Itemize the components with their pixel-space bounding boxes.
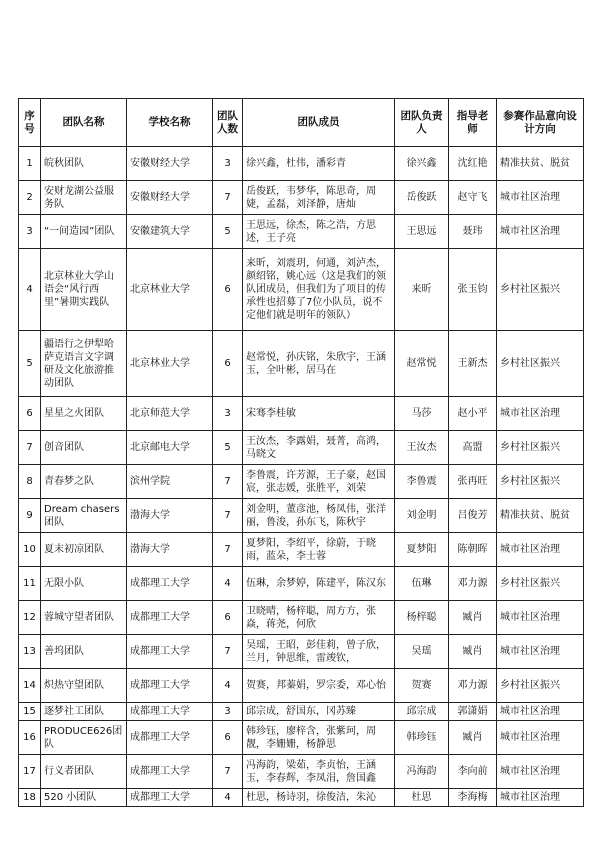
header-leader: 团队负责人 [395, 99, 449, 147]
cell-school: 渤海大学 [127, 499, 213, 533]
cell-count: 3 [213, 147, 243, 181]
cell-team: 夏末初凉团队 [41, 533, 127, 567]
cell-advisor: 李海梅 [449, 789, 497, 807]
cell-count: 3 [213, 397, 243, 431]
cell-advisor: 张再旺 [449, 465, 497, 499]
cell-advisor: 赵守飞 [449, 181, 497, 215]
cell-leader: 王思远 [395, 215, 449, 249]
cell-team: 520 小团队 [41, 789, 127, 807]
cell-school: 成都理工大学 [127, 567, 213, 601]
table-row [19, 567, 584, 601]
cell-team: PRODUCE626团队 [41, 721, 127, 755]
cell-advisor: 邓力源 [449, 567, 497, 601]
header-no: 序号 [19, 99, 41, 147]
cell-team: 疆语行之伊犁哈萨克语言文字调研及文化旅游推动团队 [41, 331, 127, 397]
cell-direction: 乡村社区振兴 [497, 249, 584, 331]
cell-leader: 来昕 [395, 249, 449, 331]
cell-no: 11 [19, 567, 41, 601]
cell-team: 安财龙湖公益服务队 [41, 181, 127, 215]
cell-leader: 王汝杰 [395, 431, 449, 465]
cell-count: 7 [213, 635, 243, 669]
cell-direction: 精准扶贫、脱贫 [497, 147, 584, 181]
cell-leader: 马莎 [395, 397, 449, 431]
table-row [19, 635, 584, 669]
cell-count: 4 [213, 669, 243, 703]
cell-school: 北京师范大学 [127, 397, 213, 431]
team-table [18, 98, 584, 807]
cell-school: 成都理工大学 [127, 635, 213, 669]
cell-advisor: 张玉钧 [449, 249, 497, 331]
table-header-row [19, 99, 584, 147]
cell-direction: 乡村社区振兴 [497, 465, 584, 499]
cell-direction: 城市社区治理 [497, 397, 584, 431]
cell-advisor: 臧肖 [449, 721, 497, 755]
table-row [19, 721, 584, 755]
cell-no: 16 [19, 721, 41, 755]
cell-team: 皖秋团队 [41, 147, 127, 181]
cell-direction: 城市社区治理 [497, 635, 584, 669]
cell-no: 7 [19, 431, 41, 465]
cell-direction: 城市社区治理 [497, 755, 584, 789]
cell-no: 17 [19, 755, 41, 789]
cell-team: 行义者团队 [41, 755, 127, 789]
cell-leader: 伍琳 [395, 567, 449, 601]
cell-direction: 乡村社区振兴 [497, 431, 584, 465]
cell-advisor: 郭潇娟 [449, 703, 497, 721]
header-school: 学校名称 [127, 99, 213, 147]
cell-no: 10 [19, 533, 41, 567]
cell-members: 王思远，徐杰，陈之浩，方思述，王子亮 [243, 215, 395, 249]
cell-leader: 李鲁震 [395, 465, 449, 499]
table-row [19, 669, 584, 703]
cell-school: 北京邮电大学 [127, 431, 213, 465]
cell-advisor: 邓力源 [449, 669, 497, 703]
cell-count: 4 [213, 789, 243, 807]
cell-direction: 城市社区治理 [497, 703, 584, 721]
cell-count: 6 [213, 601, 243, 635]
cell-team: 善坞团队 [41, 635, 127, 669]
table-row [19, 215, 584, 249]
cell-leader: 岳俊跃 [395, 181, 449, 215]
cell-members: 邱宗成，舒国东，冈苏臻 [243, 703, 395, 721]
cell-advisor: 吕俊芳 [449, 499, 497, 533]
cell-no: 1 [19, 147, 41, 181]
cell-team: 北京林业大学山语会“风行西里”暑期实践队 [41, 249, 127, 331]
cell-team: “一间造园”团队 [41, 215, 127, 249]
table-row [19, 465, 584, 499]
cell-advisor: 沈红艳 [449, 147, 497, 181]
cell-members: 冯海韵，梁茹，李贞怡，王涵玉，李春辉，李凤涓，詹国鑫 [243, 755, 395, 789]
cell-advisor: 高盟 [449, 431, 497, 465]
cell-count: 7 [213, 533, 243, 567]
table-row [19, 331, 584, 397]
table-row [19, 703, 584, 721]
cell-leader: 杨梓聪 [395, 601, 449, 635]
cell-members: 吴瑶，王昭，彭佳莉，曾子欣，兰月，钟思维，雷竣钦， [243, 635, 395, 669]
cell-no: 15 [19, 703, 41, 721]
cell-advisor: 聂玮 [449, 215, 497, 249]
cell-count: 7 [213, 181, 243, 215]
cell-advisor: 王新杰 [449, 331, 497, 397]
header-advisor: 指导老师 [449, 99, 497, 147]
cell-count: 7 [213, 755, 243, 789]
cell-school: 成都理工大学 [127, 755, 213, 789]
cell-count: 5 [213, 215, 243, 249]
cell-leader: 徐兴鑫 [395, 147, 449, 181]
cell-school: 成都理工大学 [127, 601, 213, 635]
cell-team: 无限小队 [41, 567, 127, 601]
cell-members: 贺赛，邦蓁娟，罗宗委，邓心怡 [243, 669, 395, 703]
cell-advisor: 臧肖 [449, 635, 497, 669]
cell-school: 安徽财经大学 [127, 147, 213, 181]
cell-team: 青春梦之队 [41, 465, 127, 499]
cell-team: 创音团队 [41, 431, 127, 465]
table-row [19, 755, 584, 789]
cell-direction: 城市社区治理 [497, 215, 584, 249]
table-row [19, 601, 584, 635]
cell-members: 刘金明，董彦池，杨凤伟，张洋丽，鲁浚，孙东飞，陈秋宇 [243, 499, 395, 533]
cell-members: 韩珍钰，廖梓含，张紫珂，周靓，李姗姗，杨静思 [243, 721, 395, 755]
cell-count: 3 [213, 703, 243, 721]
cell-team: 逐梦社工团队 [41, 703, 127, 721]
cell-leader: 贺赛 [395, 669, 449, 703]
cell-team: 蓉城守望者团队 [41, 601, 127, 635]
cell-team: Dream chasers团队 [41, 499, 127, 533]
cell-advisor: 李向前 [449, 755, 497, 789]
cell-no: 5 [19, 331, 41, 397]
cell-members: 杜思，杨诗羽，徐俊洁，朱沁 [243, 789, 395, 807]
cell-leader: 韩珍钰 [395, 721, 449, 755]
cell-school: 成都理工大学 [127, 721, 213, 755]
table-row [19, 533, 584, 567]
cell-no: 18 [19, 789, 41, 807]
cell-count: 5 [213, 431, 243, 465]
cell-school: 北京林业大学 [127, 249, 213, 331]
cell-no: 13 [19, 635, 41, 669]
cell-no: 12 [19, 601, 41, 635]
cell-no: 9 [19, 499, 41, 533]
cell-members: 宋骞李桂敏 [243, 397, 395, 431]
cell-members: 徐兴鑫，杜伟，潘彩青 [243, 147, 395, 181]
cell-leader: 刘金明 [395, 499, 449, 533]
cell-direction: 城市社区治理 [497, 721, 584, 755]
cell-school: 成都理工大学 [127, 703, 213, 721]
cell-advisor: 臧肖 [449, 601, 497, 635]
cell-leader: 吴瑶 [395, 635, 449, 669]
cell-count: 7 [213, 465, 243, 499]
table-row [19, 147, 584, 181]
cell-no: 2 [19, 181, 41, 215]
table-row [19, 789, 584, 807]
cell-count: 7 [213, 499, 243, 533]
cell-direction: 乡村社区振兴 [497, 331, 584, 397]
cell-direction: 城市社区治理 [497, 789, 584, 807]
cell-members: 卫晓晴，杨梓聪，周方方，张焱，蒋尧，何欣 [243, 601, 395, 635]
cell-school: 渤海大学 [127, 533, 213, 567]
table-row [19, 181, 584, 215]
cell-direction: 城市社区治理 [497, 181, 584, 215]
cell-school: 滨州学院 [127, 465, 213, 499]
cell-no: 4 [19, 249, 41, 331]
cell-members: 岳俊跃，韦梦华，陈思奇，周婕，孟磊，刘泽静，唐灿 [243, 181, 395, 215]
cell-direction: 精准扶贫、脱贫 [497, 499, 584, 533]
header-direction: 参赛作品意向设计方向 [497, 99, 584, 147]
cell-school: 北京林业大学 [127, 331, 213, 397]
cell-count: 6 [213, 721, 243, 755]
cell-members: 赵常悦，孙庆铭，朱欣宇，王涵玉，全叶彬，居马在 [243, 331, 395, 397]
cell-school: 安徽建筑大学 [127, 215, 213, 249]
cell-members: 夏梦阳，李绍平，徐蔚，于晓雨，蓝朵，李士蓉 [243, 533, 395, 567]
header-count: 团队人数 [213, 99, 243, 147]
header-members: 团队成员 [243, 99, 395, 147]
cell-leader: 杜思 [395, 789, 449, 807]
cell-count: 4 [213, 567, 243, 601]
cell-no: 14 [19, 669, 41, 703]
cell-direction: 城市社区治理 [497, 533, 584, 567]
cell-leader: 赵常悦 [395, 331, 449, 397]
header-team: 团队名称 [41, 99, 127, 147]
cell-count: 6 [213, 249, 243, 331]
cell-members: 李鲁震，许芳源，王子豪，赵国宸，张志媛，张胜平，刘荣 [243, 465, 395, 499]
cell-direction: 乡村社区振兴 [497, 567, 584, 601]
table-row [19, 499, 584, 533]
cell-school: 成都理工大学 [127, 669, 213, 703]
cell-no: 8 [19, 465, 41, 499]
table-row [19, 249, 584, 331]
cell-advisor: 赵小平 [449, 397, 497, 431]
cell-no: 3 [19, 215, 41, 249]
cell-no: 6 [19, 397, 41, 431]
cell-advisor: 陈朝晖 [449, 533, 497, 567]
cell-count: 6 [213, 331, 243, 397]
cell-school: 成都理工大学 [127, 789, 213, 807]
cell-leader: 邱宗成 [395, 703, 449, 721]
cell-direction: 乡村社区振兴 [497, 669, 584, 703]
cell-leader: 夏梦阳 [395, 533, 449, 567]
table-row [19, 431, 584, 465]
cell-members: 王汝杰，李露娟，聂菁，高鸿，马晓文 [243, 431, 395, 465]
cell-members: 来昕，刘震玥，何通，刘泸杰，颜绍铭，姚心远（这是我们的领队团成员，但我们为了项目的传承性也招募了7位小队员，说不定他们就是明年的领队） [243, 249, 395, 331]
cell-direction: 城市社区治理 [497, 601, 584, 635]
cell-school: 安徽财经大学 [127, 181, 213, 215]
cell-leader: 冯海韵 [395, 755, 449, 789]
cell-team: 星星之火团队 [41, 397, 127, 431]
cell-team: 炽热守望团队 [41, 669, 127, 703]
table-row [19, 397, 584, 431]
cell-members: 伍琳，余梦婷，陈建平，陈汉东 [243, 567, 395, 601]
